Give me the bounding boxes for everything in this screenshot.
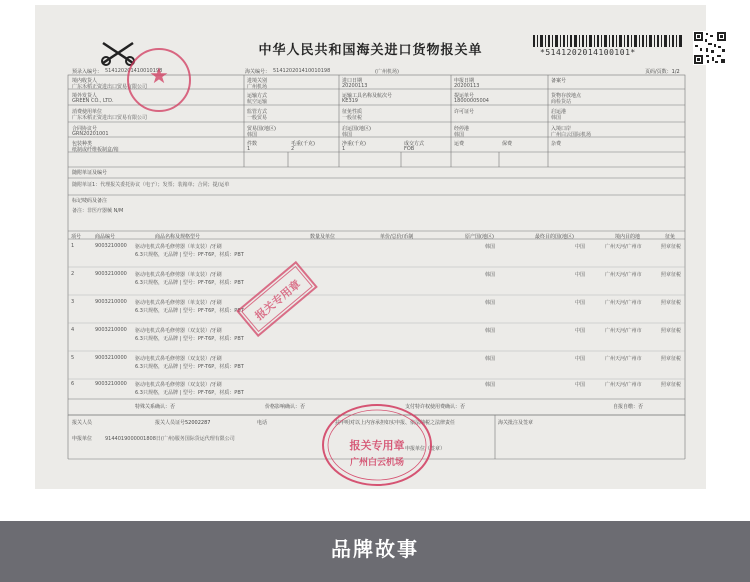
svg-text:★: ★ [149, 64, 169, 89]
item-no: 4 [71, 327, 75, 333]
item-code: 9003210000 [95, 355, 127, 361]
field-label: 入境口岸 [551, 126, 572, 132]
item-duty: 照章征税 [661, 300, 682, 306]
item-place: 广州天河/广州市 [605, 300, 642, 306]
field-label: 许可证号 [454, 109, 475, 115]
agent-value: 9144019000001808日(广州)服务国际货运代理有限公司 [105, 436, 235, 442]
field-value: 1 [247, 146, 251, 152]
royalty-confirm: 支付特许权使用费确认：否 [405, 404, 466, 410]
remarks-label: 标记唛码及备注 [72, 198, 108, 204]
item-name: 驱动电机式鼻毛修剪器（单支装）/牙刷 [135, 244, 222, 250]
company-stamp-top [124, 45, 194, 115]
field-value: FOB [404, 146, 415, 152]
table-header: 原产国(地区) [465, 234, 494, 240]
field-label: 运费 [454, 141, 465, 147]
form-title: 中华人民共和国海关进口货物报关单 [258, 43, 483, 58]
item-duty: 照章征税 [661, 356, 682, 362]
field-value: GRN20201001 [72, 131, 109, 137]
item-place: 广州天河/广州市 [605, 272, 642, 278]
item-name: 驱动电机式鼻毛修剪器（单支装）/牙刷 [135, 300, 222, 306]
item-spec: 6.3只规格，无品牌 | 型号：PF-T6P，材质：PBT [135, 280, 244, 286]
page-label: 页码/页数：1/2 [645, 69, 680, 75]
item-code: 9003210000 [95, 381, 127, 387]
item-spec: 6.3只规格，无品牌 | 型号：PF-T6P，材质：PBT [135, 336, 244, 342]
item-name: 驱动电机式鼻毛修剪器（双支装）/牙刷 [135, 382, 222, 388]
field-value: 广州机场 [247, 84, 268, 90]
item-origin: 韩国 [485, 382, 496, 388]
field-label: 境外发货人 [72, 93, 98, 99]
field-value: 商检货站 [551, 99, 572, 105]
item-code: 9003210000 [95, 271, 127, 277]
field-label: 进口日期 [342, 78, 363, 84]
item-origin: 韩国 [485, 272, 496, 278]
item-code: 9003210000 [95, 243, 127, 249]
item-spec: 6.3只规格，无品牌 | 型号：PF-T6P，材质：PBT [135, 308, 244, 314]
table-header: 商品名称及规格型号 [155, 234, 201, 240]
special-relation: 特殊关系确认：否 [135, 404, 176, 410]
agent-label: 申报单位 [72, 436, 93, 442]
item-code: 9003210000 [95, 299, 127, 305]
field-label: 征免性质 [342, 109, 363, 115]
field-value: 广州白云国际机场 [551, 132, 592, 138]
item-dest: 中国 [575, 382, 586, 388]
field-label: 净重(千克) [342, 141, 366, 147]
item-dest: 中国 [575, 244, 586, 250]
field-value: 2 [291, 146, 295, 152]
item-name: 驱动电机式鼻毛修剪器（单支装）/牙刷 [135, 272, 222, 278]
field-label: 保费 [502, 141, 513, 147]
item-duty: 照章征税 [661, 382, 682, 388]
table-header: 境内目的地 [615, 234, 641, 240]
item-no: 2 [71, 271, 75, 277]
declaration-stamp-middle [229, 251, 325, 347]
field-label: 进境关别 [247, 78, 268, 84]
port-label: (广州机场) [375, 69, 399, 75]
item-spec: 6.3只规格，无品牌 | 型号：PF-T6P，材质：PBT [135, 390, 244, 396]
field-label: 消费使用单位 [72, 109, 103, 115]
field-value: KE319 [342, 98, 358, 104]
item-spec: 6.3只规格，无品牌 | 型号：PF-T6P，材质：PBT [135, 364, 244, 370]
preentry-value: 514120201410010198 [105, 68, 163, 74]
customs-no-label: 海关编号： [245, 69, 271, 75]
item-duty: 照章征税 [661, 328, 682, 334]
item-no: 6 [71, 381, 75, 387]
price-effect: 价格影响确认：否 [265, 404, 306, 410]
field-label: 境内收货人 [72, 78, 98, 84]
table-header: 数量及单位 [310, 234, 336, 240]
field-value: 纸制或纤维板制盒/箱 [72, 147, 119, 153]
field-label: 启运国(地区) [342, 126, 371, 132]
field-value: GREEN CO., LTD. [72, 98, 114, 104]
item-name: 驱动电机式鼻毛修剪器（双支装）/牙刷 [135, 328, 222, 334]
field-value: 韩国 [551, 115, 562, 121]
barcode-number: *5141202014100101* [540, 48, 636, 57]
field-label: 启运港 [551, 109, 567, 115]
customs-declaration-document [35, 5, 706, 489]
docs-label: 随附单证及编号 [72, 170, 108, 176]
preentry-label: 预录入编号： [72, 69, 103, 75]
field-value: 广东禾稻正资进出口贸易有限公司 [72, 115, 148, 121]
item-code: 9003210000 [95, 327, 127, 333]
field-value: 一般征税 [342, 115, 363, 121]
field-label: 合同协议号 [72, 126, 98, 132]
field-label: 成交方式 [404, 141, 425, 147]
field-label: 提运单号 [454, 93, 475, 99]
field-value: 20200113 [342, 83, 368, 89]
item-no: 1 [71, 243, 75, 249]
field-label: 监管方式 [247, 109, 268, 115]
field-value: 一般贸易 [247, 115, 268, 121]
item-place: 广州天河/广州市 [605, 244, 642, 250]
field-value: 18000005004 [454, 98, 489, 104]
remarks-value: 备注：非医疗器械 N/M [72, 208, 124, 214]
field-label: 毛重(千克) [291, 141, 315, 147]
bottom-stamp-city: 广州白云机场 [349, 458, 405, 468]
item-place: 广州天河/广州市 [605, 328, 642, 334]
field-value: 航空运输 [247, 99, 268, 105]
declarant-label: 报关人员 [72, 420, 93, 426]
field-label: 运输工具名称及航次号 [342, 93, 393, 99]
declarant-cert: 报关人员证号52002287 [155, 420, 211, 426]
item-dest: 中国 [575, 328, 586, 334]
middle-stamp-text: 报关专用章 [252, 277, 304, 323]
agent-stamp-bottom [320, 403, 434, 487]
table-header: 单价/总价/币制 [380, 234, 414, 240]
table-header: 项号 [71, 234, 82, 240]
item-dest: 中国 [575, 300, 586, 306]
item-origin: 韩国 [485, 244, 496, 250]
item-no: 5 [71, 355, 75, 361]
item-place: 广州天河/广州市 [605, 356, 642, 362]
table-header: 最终目的国(地区) [535, 234, 574, 240]
bottom-stamp-center: 报关专用章 [349, 439, 405, 452]
field-label: 运输方式 [247, 93, 268, 99]
phone-label: 电话 [257, 420, 268, 426]
document-paper [35, 5, 706, 489]
item-duty: 照章征税 [661, 244, 682, 250]
item-dest: 中国 [575, 272, 586, 278]
field-label: 包装种类 [72, 141, 93, 147]
customs-no-value: 514120201410010198 [273, 68, 331, 74]
field-label: 货物存放地点 [551, 93, 582, 99]
field-label: 杂费 [551, 141, 562, 147]
field-value: 广东禾稻正资进出口贸易有限公司 [72, 84, 148, 90]
item-origin: 韩国 [485, 328, 496, 334]
item-name: 驱动电机式鼻毛修剪器（双支装）/牙刷 [135, 356, 222, 362]
docs-value: 随附单证1：代理报关委托协议（电子）；发票；装箱单；合同；提/运单 [72, 182, 230, 188]
item-origin: 韩国 [485, 356, 496, 362]
field-label: 申报日期 [454, 78, 475, 84]
field-value: 韩国 [342, 132, 353, 138]
item-spec: 6.3只规格，无品牌 | 型号：PF-T6P，材质：PBT [135, 252, 244, 258]
field-label: 备案号 [551, 78, 567, 84]
table-header: 征免 [665, 234, 676, 240]
field-value: 韩国 [454, 132, 465, 138]
agent-seal-label: 申报单位（签章） [405, 446, 446, 452]
item-dest: 中国 [575, 356, 586, 362]
field-value: 1 [342, 146, 346, 152]
item-no: 3 [71, 299, 75, 305]
field-value: 20200113 [454, 83, 480, 89]
field-label: 经停港 [454, 126, 470, 132]
customs-approval: 海关批注及签章 [498, 420, 534, 426]
field-label: 件数 [247, 141, 258, 147]
table-header: 商品编号 [95, 234, 116, 240]
statement: 兹申明对以上内容承担如实申报、依法纳税之法律责任 [335, 420, 456, 426]
self-report: 自报自缴：否 [613, 404, 644, 410]
section-title: 品牌故事 [331, 537, 419, 561]
item-duty: 照章征税 [661, 272, 682, 278]
item-origin: 韩国 [485, 300, 496, 306]
field-value: 韩国 [247, 132, 258, 138]
item-place: 广州天河/广州市 [605, 382, 642, 388]
field-label: 贸易国(地区) [247, 126, 276, 132]
